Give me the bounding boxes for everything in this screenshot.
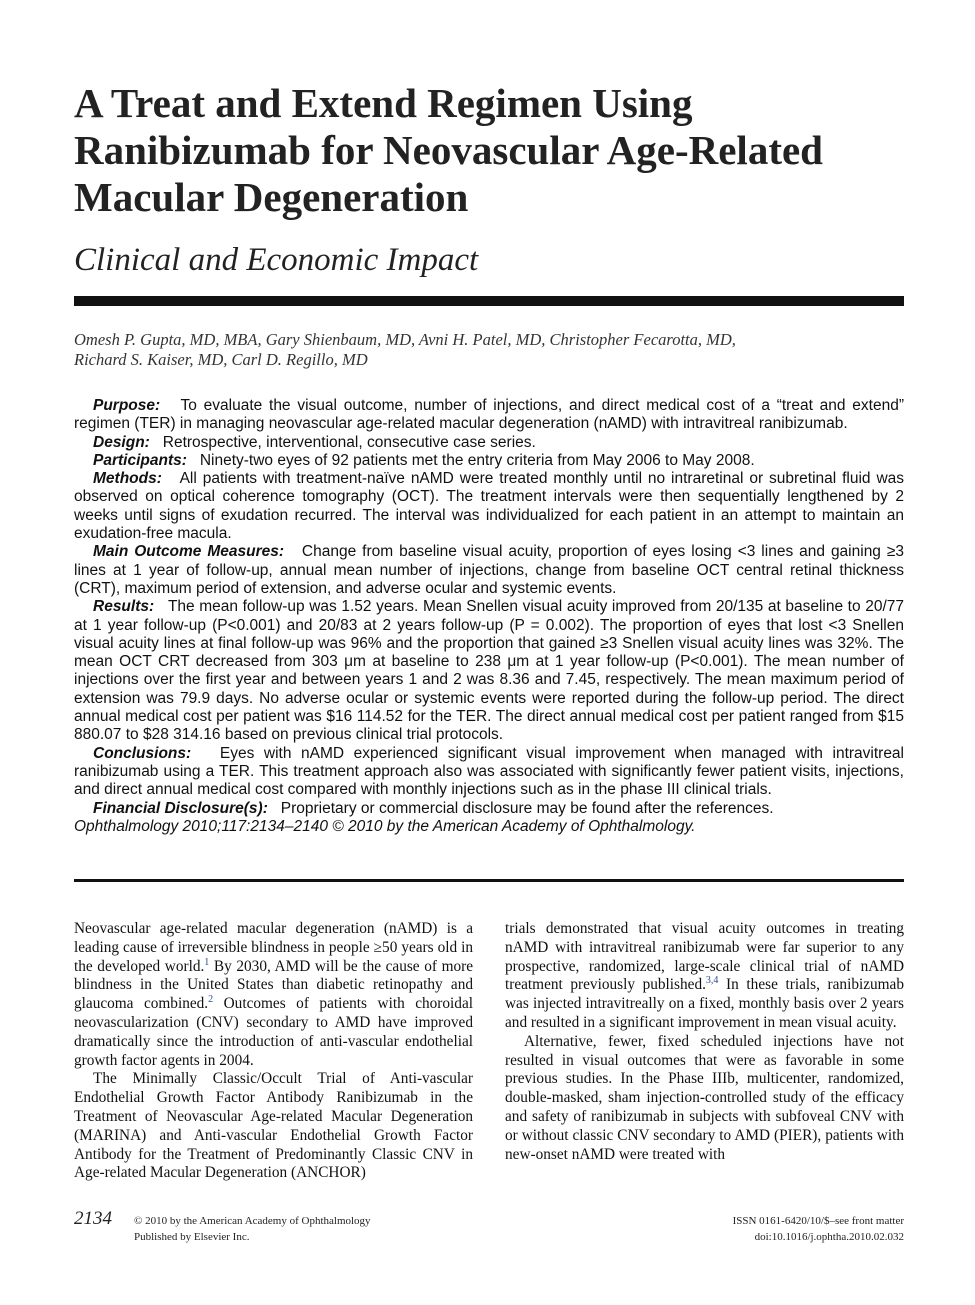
conclusions-label: Conclusions: bbox=[93, 744, 192, 762]
disclosure-text: Proprietary or commercial disclosure may be found after the references. bbox=[280, 799, 774, 817]
participants-label: Participants: bbox=[93, 451, 187, 469]
body-text bbox=[74, 920, 904, 1188]
abstract-disclosure bbox=[74, 800, 904, 818]
author-list bbox=[74, 330, 904, 370]
reference-link[interactable]: 2 bbox=[208, 994, 214, 1006]
disclosure-label: Financial Disclosure(s): bbox=[93, 799, 268, 817]
doi-link[interactable]: doi:10.1016/j.ophtha.2010.02.032 bbox=[754, 1231, 904, 1243]
issn: ISSN 0161-6420/10/$–see front matter bbox=[732, 1215, 904, 1227]
reference-link[interactable]: 3,4 bbox=[705, 975, 719, 987]
participants-text: Ninety-two eyes of 92 patients met the entry criteria from May 2006 to May 2008. bbox=[199, 451, 755, 469]
body-column-left bbox=[74, 920, 473, 1183]
title-divider bbox=[74, 296, 904, 306]
text-run: trials demonstrated that visual acuity outcomes in treating nAMD with intravitreal ranibizumab were far superior to any prospective, randomized, large-scale clinical trial of nAMD treatment previously published. bbox=[505, 920, 904, 994]
design-text: Retrospective, interventional, consecutive case series. bbox=[162, 433, 536, 451]
authors-line-1: Omesh P. Gupta, MD, MBA, Gary Shienbaum, MD, Avni H. Patel, MD, Christopher Fecarotta, MD, bbox=[74, 330, 736, 349]
footer-identifiers bbox=[733, 1213, 904, 1245]
copyright-notice: © 2010 by the American Academy of Ophthalmology bbox=[134, 1215, 371, 1227]
publisher-name: Published by Elsevier Inc. bbox=[134, 1231, 250, 1243]
abstract-participants bbox=[74, 452, 904, 470]
purpose-text: To evaluate the visual outcome, number of injections, and direct medical cost of a “treat and extend” regimen (TER) in managing neovascular age-related macular degeneration (nAMD) with intravitreal ranibizumab. bbox=[74, 397, 904, 433]
methods-label: Methods: bbox=[93, 470, 162, 488]
abstract-design bbox=[74, 434, 904, 452]
abstract-outcomes bbox=[74, 543, 904, 598]
outcomes-text: Change from baseline visual acuity, proportion of eyes losing <3 lines and gaining ≥3 lines at 1 year of follow-up, annual mean number of injections, change from baseline OCT central retinal thickness (CRT), maximum period of extension, and adverse ocular and systemic events. bbox=[74, 543, 905, 597]
authors-line-2: Richard S. Kaiser, MD, Carl D. Regillo, MD bbox=[74, 350, 368, 369]
journal-citation: Ophthalmology 2010;117:2134–2140 © 2010 by the American Academy of Ophthalmology. bbox=[74, 817, 696, 835]
abstract-methods bbox=[74, 470, 904, 543]
article-subtitle: Clinical and Economic Impact bbox=[74, 242, 479, 278]
results-text: The mean follow-up was 1.52 years. Mean Snellen visual acuity improved from 20/135 at baseline to 20/77 at 1 year follow-up (P<0.001) and 20/83 at 2 years follow-up (P = 0.002). The proportion of eyes that lost <3 Snellen visual acuity lines at final follow-up was 96% and the proportion that gained ≥3 Snellen visual acuity lines was 32%. The mean OCT CRT decreased from 303 μm at baseline to 238 μm at 1 year follow-up (P<0.001). The mean number of injections over the first year and between years 1 and 2 was 8.36 and 7.45, respectively. The mean maximum period of extension was 79.9 days. No adverse ocular or systemic events were reported during the follow-up period. The direct annual medical cost per patient was $16 114.52 for the TER. The direct annual medical cost per patient ranged from $15 880.07 to $28 314.16 based on previous clinical trial protocols. bbox=[74, 598, 904, 744]
body-column-right bbox=[505, 920, 904, 1164]
text-run: In these trials, ranibizumab was injected intravitreally on a fixed, monthly basis over 2 years and resulted in a significant improvement in mean visual acuity. bbox=[505, 976, 904, 1031]
reference-link[interactable]: 1 bbox=[204, 956, 210, 968]
abstract-results bbox=[74, 598, 904, 744]
purpose-label: Purpose: bbox=[93, 397, 161, 414]
results-label: Results: bbox=[93, 598, 155, 616]
article-title: A Treat and Extend Regimen Using Ranibizumab for Neovascular Age-Related Macular Degeneration bbox=[74, 80, 823, 220]
design-label: Design: bbox=[93, 433, 150, 451]
abstract-conclusions bbox=[74, 745, 904, 800]
body-paragraph bbox=[505, 920, 904, 1033]
page-footer bbox=[74, 1208, 904, 1248]
body-paragraph: The Minimally Classic/Occult Trial of Anti-vascular Endothelial Growth Factor Antibody Ranibizumab in the Treatment of Neovascular Age-related Macular Degeneration (MARINA) and Anti-vascular Endothelial Growth Factor Antibody for the Treatment of Predominantly Classic CNV in Age-related Macular Degeneration (ANCHOR) bbox=[74, 1070, 473, 1182]
footer-publisher-info bbox=[134, 1213, 371, 1245]
text-run: Outcomes of patients with choroidal neovascularization (CNV) secondary to AMD have improved dramatically since the introduction of anti-vascular endothelial growth factor agents in 2004. bbox=[74, 995, 473, 1069]
body-paragraph bbox=[74, 920, 473, 1070]
conclusions-text: Eyes with nAMD experienced significant visual improvement when managed with intravitreal ranibizumab using a TER. This treatment approach also was associated with significantly fewer patient visits, injections, and direct annual medical cost compared with monthly injections such as in the phase III clinical trials. bbox=[74, 744, 904, 799]
methods-text: All patients with treatment-naïve nAMD were treated monthly until no intraretinal or subretinal fluid was observed on optical coherence tomography (OCT). The treatment intervals were then sequentially lengthened by 2 weeks until signs of exudation recurred. The interval was individualized for each patient in an attempt to maintain an exudation-free macula. bbox=[74, 470, 905, 543]
text-run: Neovascular age-related macular degeneration (nAMD) is a leading cause of irreversible blindness in people ≥50 years old in the developed world. bbox=[74, 920, 473, 975]
page-number: 2134 bbox=[74, 1208, 112, 1229]
abstract-purpose bbox=[74, 397, 904, 434]
outcomes-label: Main Outcome Measures: bbox=[93, 543, 285, 561]
abstract-divider bbox=[74, 879, 904, 882]
abstract bbox=[74, 397, 904, 836]
article-page bbox=[74, 0, 904, 1305]
body-paragraph: Alternative, fewer, fixed scheduled injections have not resulted in visual outcomes that were as favorable in some previous studies. In the Phase IIIb, multicenter, randomized, double-masked, sham injection-controlled study of the efficacy and safety of ranibizumab in subjects with subfoveal CNV with or without classic CNV secondary to AMD (PIER), patients with new-onset nAMD were treated with bbox=[505, 1032, 904, 1163]
text-run: By 2030, AMD will be the cause of more blindness in the United States than diabetic retinopathy and glaucoma combined. bbox=[74, 957, 473, 1013]
